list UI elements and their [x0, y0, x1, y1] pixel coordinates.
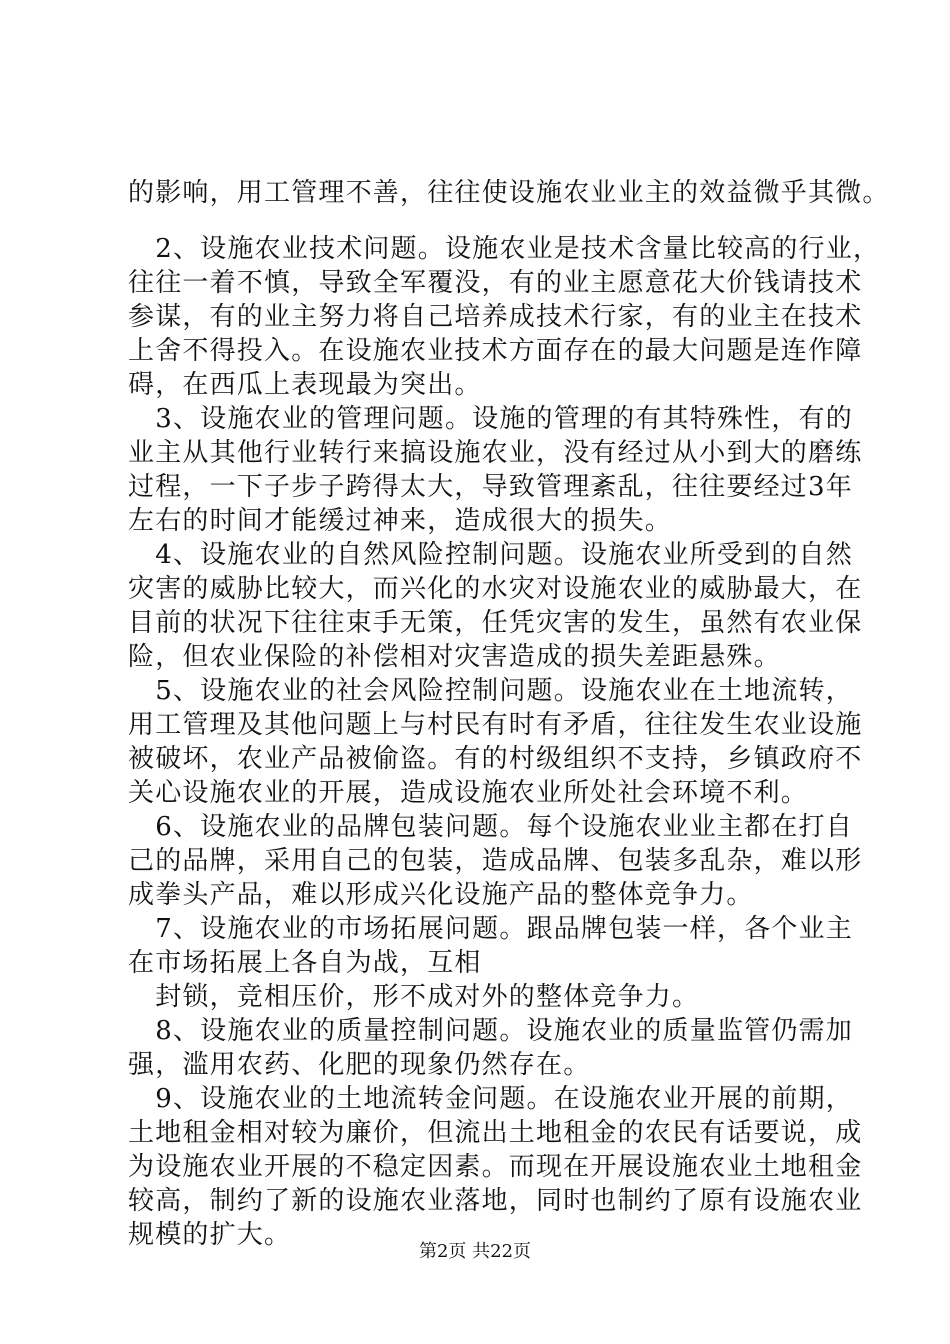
text-line-4: 参谋，有的业主努力将自己培养成技术行家，有的业主在技术 — [128, 302, 863, 332]
text-line-15: 5、设施农业的社会风险控制问题。设施农业在土地流转， — [128, 676, 853, 706]
text-line-22: 7、设施农业的市场拓展问题。跟品牌包装一样，各个业主 — [128, 914, 853, 944]
text-line-5: 上舍不得投入。在设施农业技术方面存在的最大问题是连作障 — [128, 336, 863, 366]
page-footer: 第2页 共22页 — [418, 1241, 532, 1262]
text-line-13: 目前的状况下往往束手无策，任凭灾害的发生，虽然有农业保 — [128, 608, 863, 638]
text-line-6: 碍，在西瓜上表现最为突出。 — [128, 370, 482, 400]
text-line-9: 过程，一下子步子跨得太大，导致管理紊乱，往往要经过3年 — [128, 472, 853, 502]
text-line-12: 灾害的威胁比较大，而兴化的水灾对设施农业的威胁最大，在 — [128, 574, 863, 604]
text-line-16: 用工管理及其他问题上与村民有时有矛盾，往往发生农业设施 — [128, 710, 863, 740]
text-line-25: 8、设施农业的质量控制问题。设施农业的质量监管仍需加 — [128, 1016, 853, 1046]
text-line-26: 强，滥用农药、化肥的现象仍然存在。 — [128, 1050, 591, 1080]
text-line-28: 土地租金相对较为廉价，但流出土地租金的农民有话要说，成 — [128, 1118, 863, 1148]
text-line-20: 己的品牌，采用自己的包装，造成品牌、包装多乱杂，难以形 — [128, 846, 863, 876]
text-line-2: 2、设施农业技术问题。设施农业是技术含量比较高的行业， — [128, 234, 881, 264]
text-line-19: 6、设施农业的品牌包装问题。每个设施农业业主都在打自 — [128, 812, 853, 842]
text-line-1: 的影响，用工管理不善，往往使设施农业业主的效益微乎其微。 — [128, 178, 890, 208]
text-line-7: 3、设施农业的管理问题。设施的管理的有其特殊性，有的 — [128, 404, 853, 434]
text-line-31: 规模的扩大。 — [128, 1220, 292, 1250]
text-line-21: 成拳头产品，难以形成兴化设施产品的整体竞争力。 — [128, 880, 754, 910]
text-line-14: 险，但农业保险的补偿相对灾害造成的损失差距悬殊。 — [128, 642, 781, 672]
text-line-10: 左右的时间才能缓过神来，造成很大的损失。 — [128, 506, 673, 536]
text-line-11: 4、设施农业的自然风险控制问题。设施农业所受到的自然 — [128, 540, 853, 570]
text-line-29: 为设施农业开展的不稳定因素。而现在开展设施农业土地租金 — [128, 1152, 863, 1182]
text-line-17: 被破坏，农业产品被偷盗。有的村级组织不支持，乡镇政府不 — [128, 744, 863, 774]
text-line-30: 较高，制约了新的设施农业落地，同时也制约了原有设施农业 — [128, 1186, 863, 1216]
text-line-3: 往往一着不慎，导致全军覆没，有的业主愿意花大价钱请技术 — [128, 268, 863, 298]
text-line-18: 关心设施农业的开展，造成设施农业所处社会环境不利。 — [128, 778, 809, 808]
text-line-24: 封锁，竞相压价，形不成对外的整体竞争力。 — [128, 982, 700, 1012]
text-line-8: 业主从其他行业转行来搞设施农业，没有经过从小到大的磨练 — [128, 438, 863, 468]
text-line-23: 在市场拓展上各自为战，互相 — [128, 948, 482, 978]
text-line-27: 9、设施农业的土地流转金问题。在设施农业开展的前期， — [128, 1084, 853, 1114]
